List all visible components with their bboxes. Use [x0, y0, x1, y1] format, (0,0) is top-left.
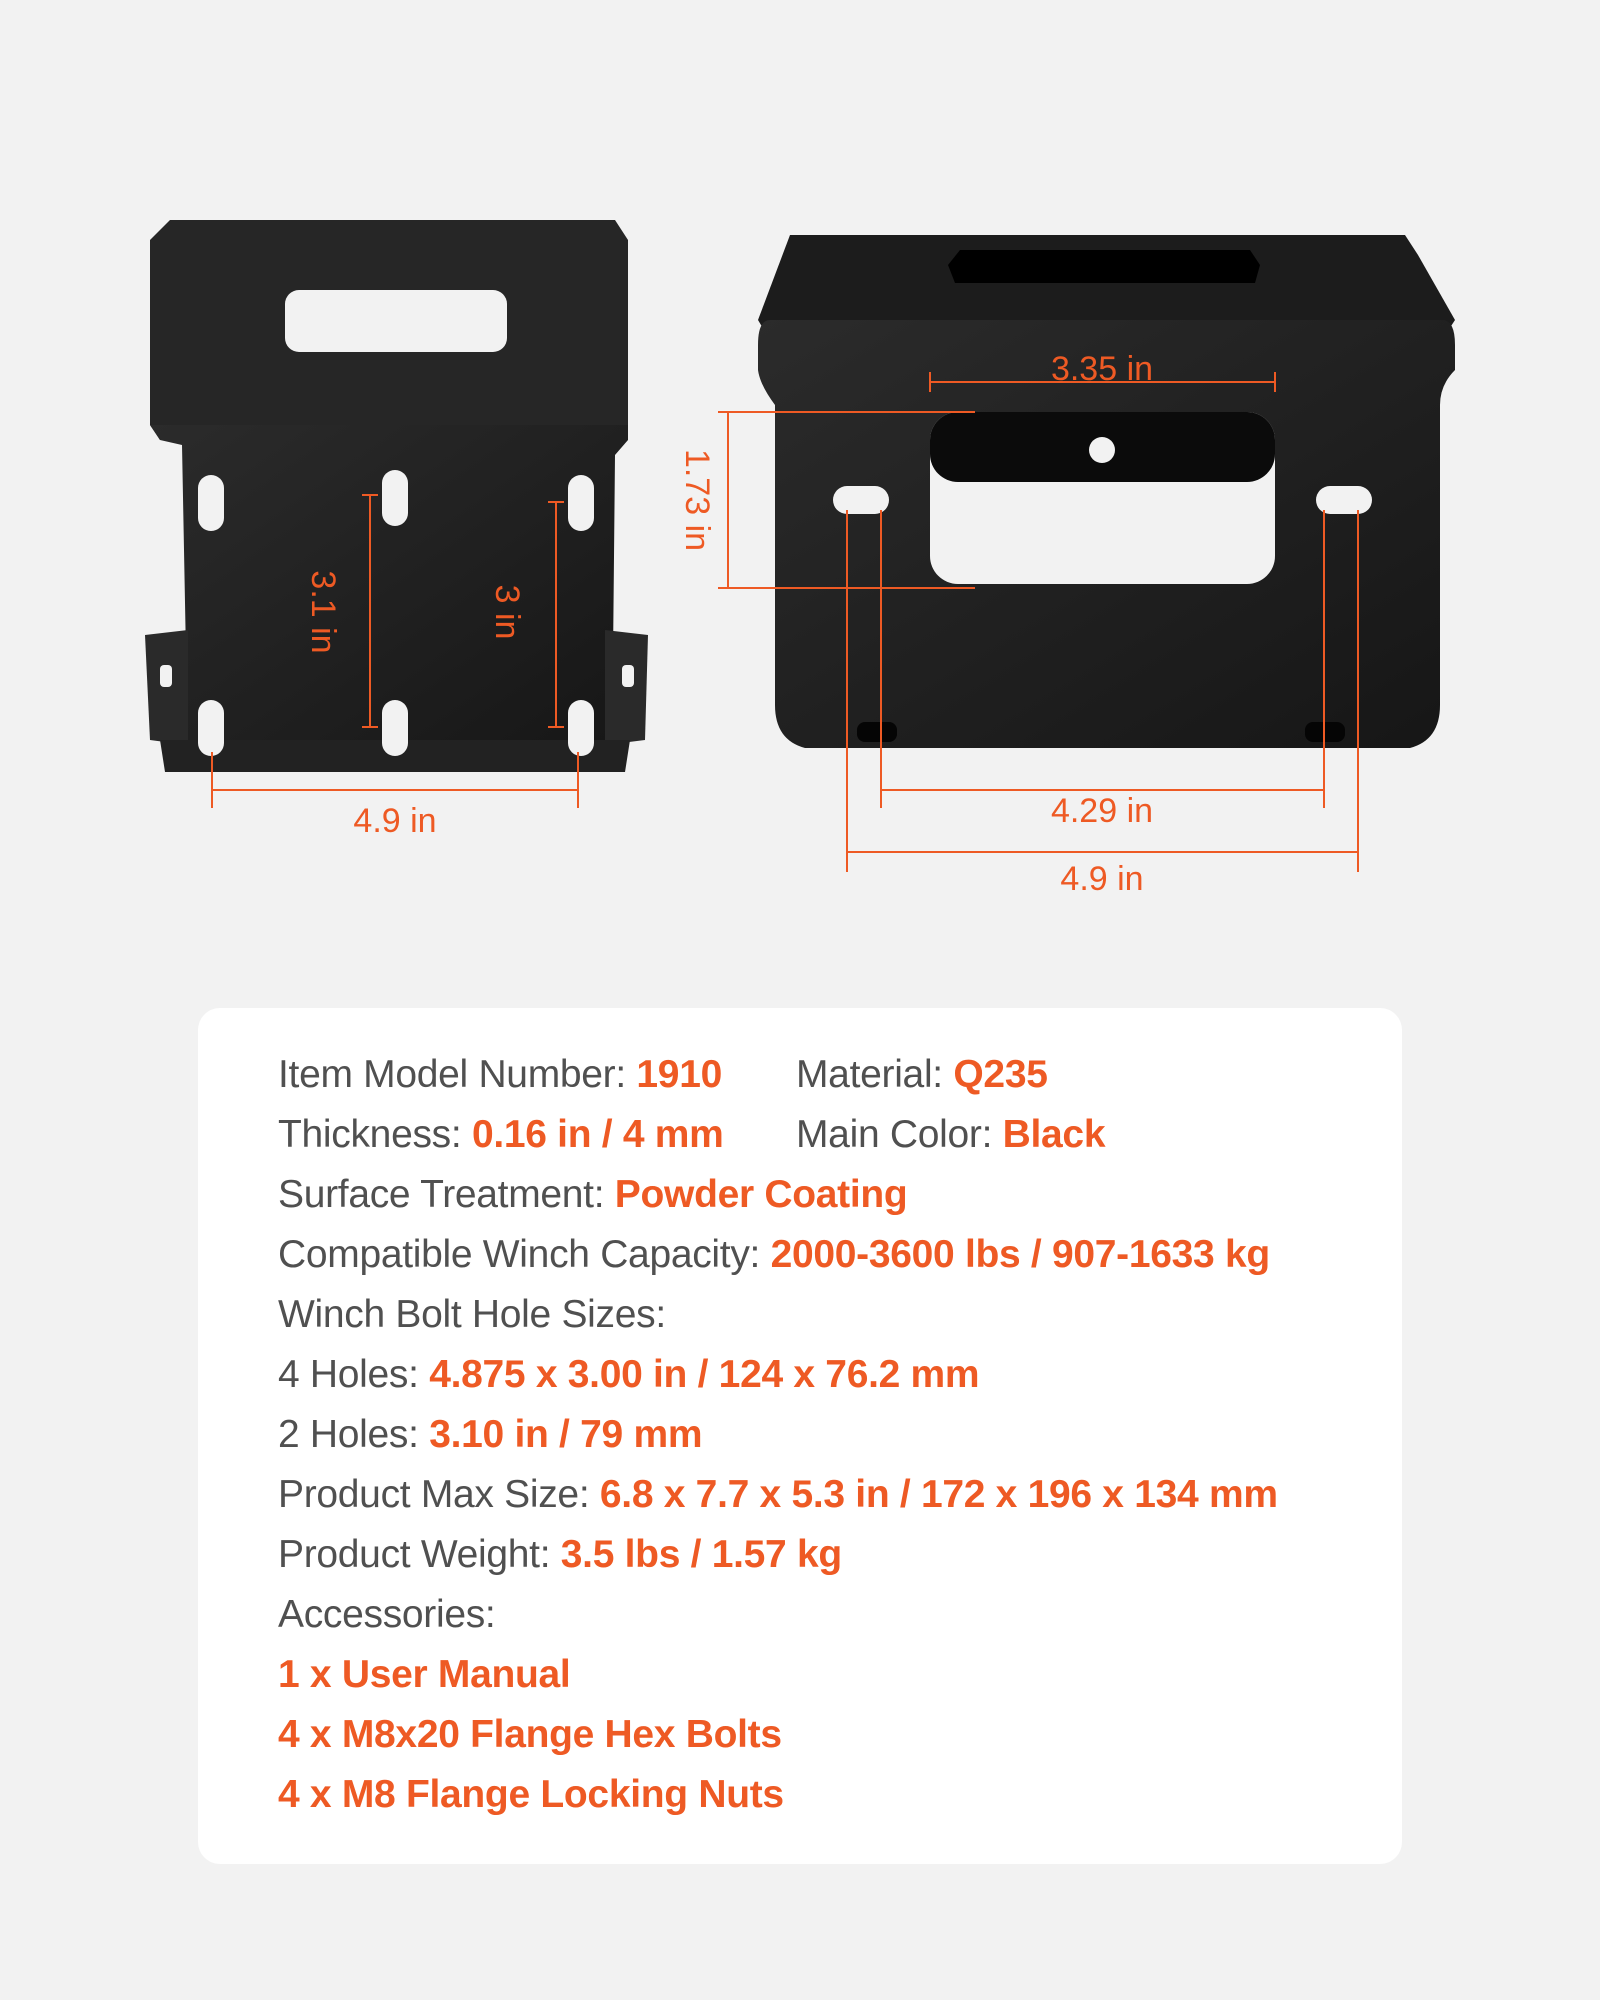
- left-height-label-b: 3 in: [488, 584, 526, 640]
- bolt-slot: [568, 700, 594, 756]
- spec-accessories: Accessories:: [278, 1593, 496, 1636]
- accessory-item: 1 x User Manual: [278, 1653, 571, 1696]
- left-height-label-a: 3.1 in: [304, 570, 342, 654]
- bolt-slot: [198, 475, 224, 531]
- right-bracket: [758, 235, 1455, 748]
- spec-color: Main Color: Black: [796, 1113, 1106, 1156]
- right-inner-label: 4.29 in: [1050, 792, 1154, 830]
- bolt-slot: [198, 700, 224, 756]
- spec-max-size: Product Max Size: 6.8 x 7.7 x 5.3 in / 172 x 196 x 134 mm: [278, 1473, 1278, 1516]
- specification-card: [198, 1008, 1402, 1864]
- left-width-label: 4.9 in: [353, 802, 437, 840]
- accessory-item: 4 x M8x20 Flange Hex Bolts: [278, 1713, 782, 1756]
- spec-material: Material: Q235: [796, 1053, 1048, 1096]
- spec-weight: Product Weight: 3.5 lbs / 1.57 kg: [278, 1533, 842, 1576]
- spec-surface: Surface Treatment: Powder Coating: [278, 1173, 908, 1216]
- bolt-slot: [568, 475, 594, 531]
- spec-model: Item Model Number: 1910: [278, 1053, 722, 1096]
- winch-opening: [285, 290, 507, 352]
- right-outer-label: 4.9 in: [1060, 860, 1144, 898]
- bolt-slot: [382, 470, 408, 526]
- dimension-diagram: [0, 0, 1600, 960]
- right-side-label: 1.73 in: [678, 448, 716, 552]
- spec-bolt-hole-sizes: Winch Bolt Hole Sizes:: [278, 1293, 666, 1336]
- bolt-slot: [382, 700, 408, 756]
- spec-2-holes: 2 Holes: 3.10 in / 79 mm: [278, 1413, 703, 1456]
- product-diagram: [0, 0, 1600, 960]
- left-bracket: [145, 220, 648, 772]
- spec-capacity: Compatible Winch Capacity: 2000-3600 lbs / 907-1633 kg: [278, 1233, 1270, 1276]
- accessory-item: 4 x M8 Flange Locking Nuts: [278, 1773, 784, 1816]
- spec-thickness: Thickness: 0.16 in / 4 mm: [278, 1113, 724, 1156]
- spec-4-holes: 4 Holes: 4.875 x 3.00 in / 124 x 76.2 mm: [278, 1353, 980, 1396]
- right-top-label: 3.35 in: [1050, 350, 1154, 388]
